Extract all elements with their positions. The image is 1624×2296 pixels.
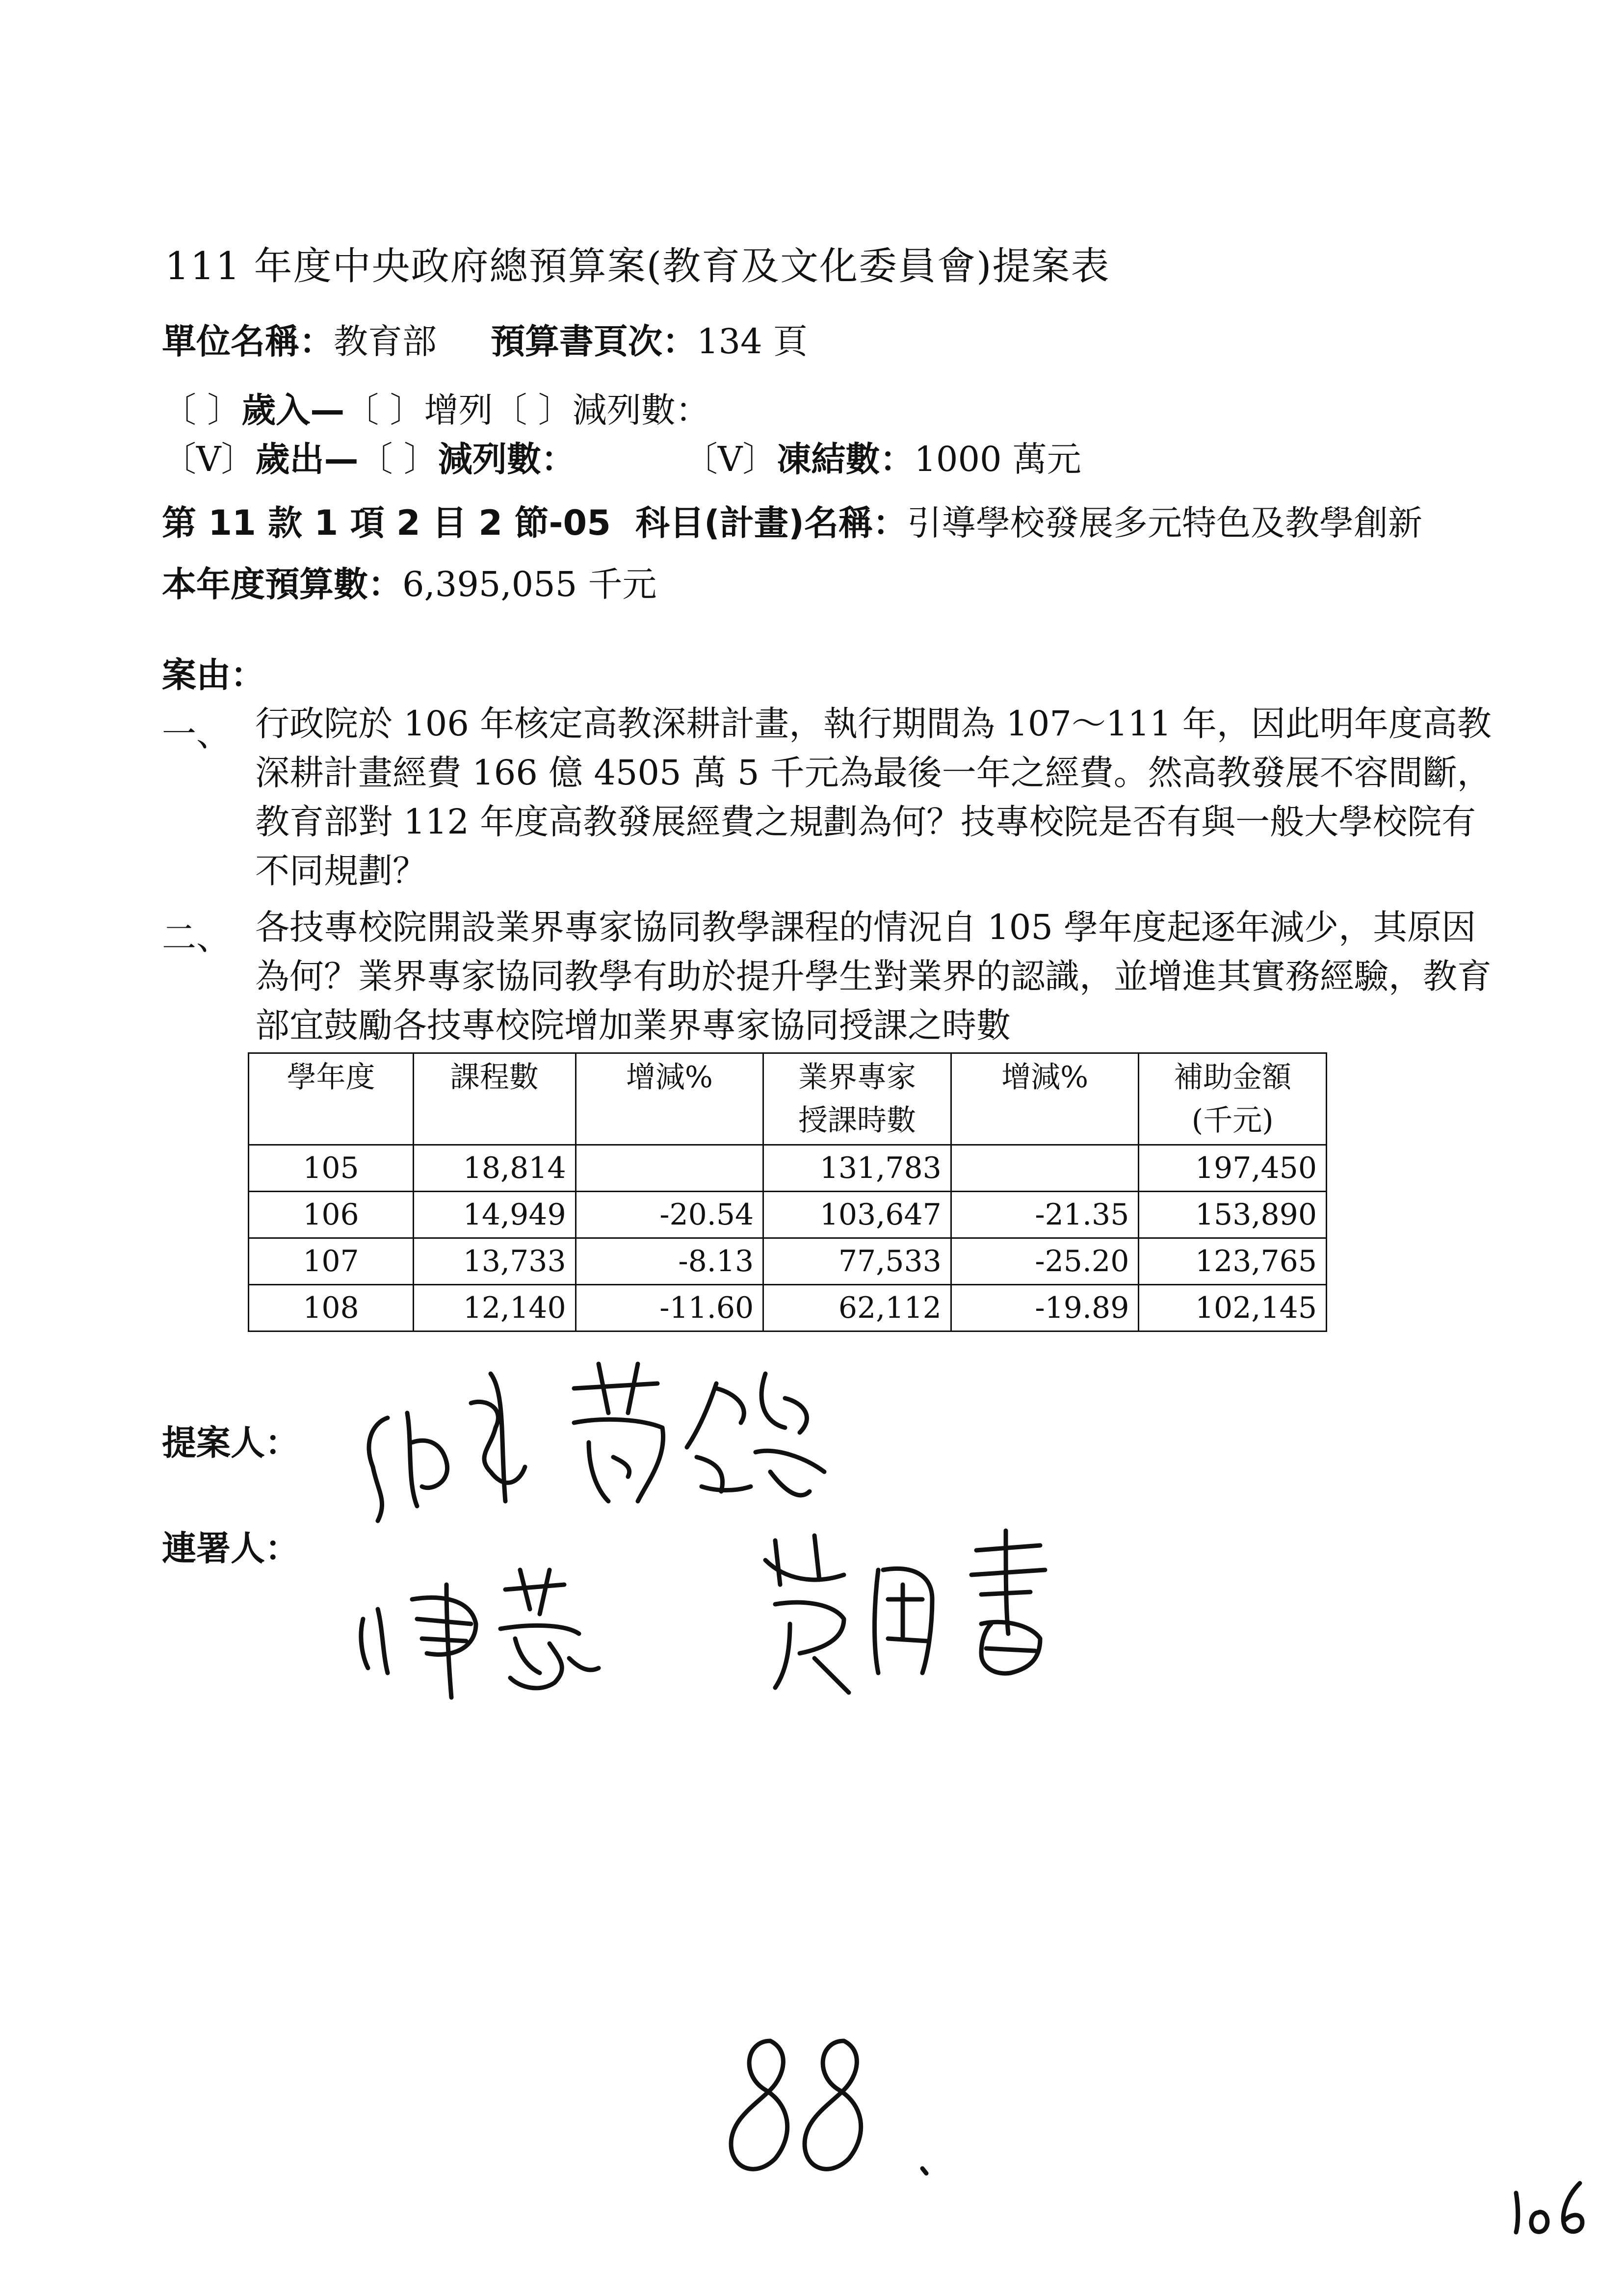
cell-hours-change: -19.89 xyxy=(951,1285,1139,1331)
cell-year: 107 xyxy=(249,1238,414,1285)
cosigner-signatures xyxy=(343,1511,1079,1717)
unit-value: 教育部 xyxy=(334,321,437,362)
table-row xyxy=(249,1285,1327,1331)
cell-course-change: -20.54 xyxy=(576,1192,763,1238)
revenue-label: 歲入— xyxy=(241,390,345,430)
table-row xyxy=(249,1145,1327,1192)
expense-decrease-checkbox: 〔 〕 xyxy=(358,439,438,479)
revenue-checkbox: 〔 〕 xyxy=(162,390,242,430)
cell-hours-change xyxy=(951,1145,1139,1192)
cell-subsidy: 102,145 xyxy=(1139,1285,1327,1331)
cell-year: 105 xyxy=(249,1145,414,1192)
proposer-label: 提案人： xyxy=(162,1423,299,1463)
unit-line xyxy=(162,314,808,364)
table-header-row xyxy=(249,1053,1327,1145)
expense-line xyxy=(162,432,1081,481)
cell-course-count: 14,949 xyxy=(413,1192,576,1238)
unit-label: 單位名稱： xyxy=(162,321,334,362)
subject-label: 科目(計畫)名稱： xyxy=(635,503,907,543)
budget-page-value: 134 頁 xyxy=(697,321,808,362)
expense-label: 歲出— xyxy=(255,439,359,479)
budget-value: 6,395,055 千元 xyxy=(402,564,657,604)
subject-value: 引導學校發展多元特色及教學創新 xyxy=(907,503,1422,543)
cell-subsidy: 153,890 xyxy=(1139,1192,1327,1238)
cell-hours-change: -25.20 xyxy=(951,1238,1139,1285)
increase-checkbox: 〔 〕 xyxy=(344,390,424,430)
decrease-label: 減列數： xyxy=(572,390,710,430)
cell-expert-hours: 77,533 xyxy=(763,1238,951,1285)
industry-expert-table xyxy=(248,1052,1327,1332)
cell-course-change: -11.60 xyxy=(576,1285,763,1331)
proposer-signature xyxy=(343,1344,908,1531)
cell-year: 108 xyxy=(249,1285,414,1331)
freeze-value: 1000 萬元 xyxy=(914,439,1081,479)
cell-course-count: 18,814 xyxy=(413,1145,576,1192)
cell-course-change xyxy=(576,1145,763,1192)
reason-item-2-text: 各技專校院開設業界專家協同教學課程的情況自 105 學年度起逐年減少，其原因為何？業界專家協同教學有助於提升學生對業界的認識，並增進其實務經驗，教育部宜鼓勵各技專校院增加業界專家協同授課之時數 xyxy=(255,907,1492,1045)
cell-expert-hours: 131,783 xyxy=(763,1145,951,1192)
reason-item-2-number: 二、 xyxy=(162,917,231,958)
cell-course-count: 12,140 xyxy=(413,1285,576,1331)
subject-code: 第 11 款 1 項 2 目 2 節-05 xyxy=(162,503,611,543)
revenue-line xyxy=(162,383,710,432)
table-row xyxy=(249,1192,1327,1238)
cell-expert-hours: 62,112 xyxy=(763,1285,951,1331)
document-title: 111 年度中央政府總預算案(教育及文化委員會)提案表 xyxy=(165,244,1110,288)
budget-line xyxy=(162,557,657,606)
expense-checkbox: 〔V〕 xyxy=(162,439,256,479)
subject-line xyxy=(162,496,1422,545)
header-academic-year: 學年度 xyxy=(249,1053,414,1145)
cell-subsidy: 123,765 xyxy=(1139,1238,1327,1285)
cell-course-count: 13,733 xyxy=(413,1238,576,1285)
cell-course-change: -8.13 xyxy=(576,1238,763,1285)
budget-page-label: 預算書頁次： xyxy=(491,321,697,362)
header-hours-change: 增減% xyxy=(951,1053,1139,1145)
table-row xyxy=(249,1238,1327,1285)
header-expert-hours: 業界專家 授課時數 xyxy=(763,1053,951,1145)
header-subsidy: 補助金額 (千元) xyxy=(1139,1053,1327,1145)
cell-hours-change: -21.35 xyxy=(951,1192,1139,1238)
header-course-change: 增減% xyxy=(576,1053,763,1145)
reason-item-1-text: 行政院於 106 年核定高教深耕計畫，執行期間為 107～111 年，因此明年度高教深耕計畫經費 166 億 4505 萬 5 千元為最後一年之經費。然高教發展不容間斷，教育部對 112 年度高教發展經費之規劃為何？技專校院是否有與一般大學校院有不同規劃？ xyxy=(255,704,1492,891)
budget-label: 本年度預算數： xyxy=(162,564,402,604)
handwritten-page-number xyxy=(1501,2173,1599,2242)
increase-label: 增列 xyxy=(424,390,493,430)
freeze-checkbox: 〔V〕 xyxy=(683,439,777,479)
reason-heading: 案由： xyxy=(162,655,265,695)
freeze-label: 凍結數： xyxy=(777,439,915,479)
decrease-checkbox: 〔 〕 xyxy=(493,390,573,430)
cell-expert-hours: 103,647 xyxy=(763,1192,951,1238)
cosigner-label: 連署人： xyxy=(162,1528,299,1568)
cell-year: 106 xyxy=(249,1192,414,1238)
handwritten-number-88 xyxy=(716,2021,971,2208)
expense-decrease-label: 減列數： xyxy=(438,439,576,479)
header-course-count: 課程數 xyxy=(413,1053,576,1145)
reason-item-1-number: 一、 xyxy=(162,714,231,754)
cell-subsidy: 197,450 xyxy=(1139,1145,1327,1192)
